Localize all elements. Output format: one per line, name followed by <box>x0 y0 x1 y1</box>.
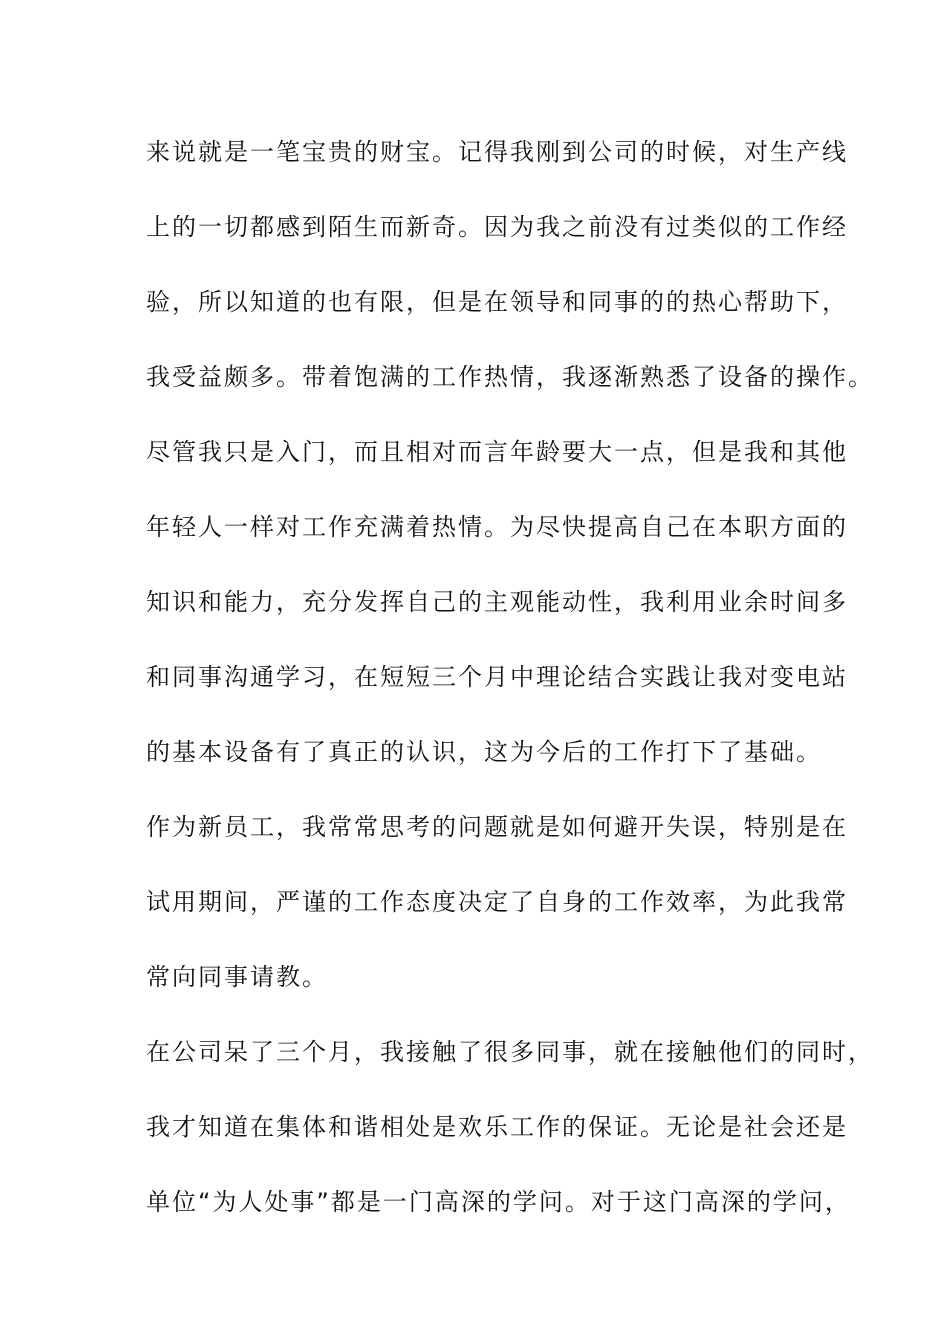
text-line: 常向同事请教。 <box>146 963 328 991</box>
text-line: 我受益颇多。带着饱满的工作热情，我逐渐熟悉了设备的操作。 <box>146 363 874 391</box>
text-line: 单位“为人处事”都是一门高深的学问。对于这门高深的学问， <box>146 1188 851 1216</box>
text-line: 知识和能力，充分发挥自己的主观能动性，我利用业余时间多 <box>146 588 848 616</box>
text-line: 来说就是一笔宝贵的财宝。记得我刚到公司的时候，对生产线 <box>146 138 848 166</box>
text-line: 我才知道在集体和谐相处是欢乐工作的保证。无论是社会还是 <box>146 1113 848 1141</box>
text-line: 尽管我只是入门，而且相对而言年龄要大一点，但是我和其他 <box>146 438 848 466</box>
text-line: 试用期间，严谨的工作态度决定了自身的工作效率，为此我常 <box>146 888 848 916</box>
text-line: 和同事沟通学习，在短短三个月中理论结合实践让我对变电站 <box>146 663 848 691</box>
text-line: 上的一切都感到陌生而新奇。因为我之前没有过类似的工作经 <box>146 213 848 241</box>
text-line: 的基本设备有了真正的认识，这为今后的工作打下了基础。 <box>146 738 822 766</box>
text-line: 验，所以知道的也有限，但是在领导和同事的的热心帮助下， <box>146 288 848 316</box>
text-line: 在公司呆了三个月，我接触了很多同事，就在接触他们的同时， <box>146 1038 874 1066</box>
text-line: 年轻人一样对工作充满着热情。为尽快提高自己在本职方面的 <box>146 513 848 541</box>
document-body <box>146 131 874 1256</box>
text-line: 作为新员工，我常常思考的问题就是如何避开失误，特别是在 <box>146 813 848 841</box>
